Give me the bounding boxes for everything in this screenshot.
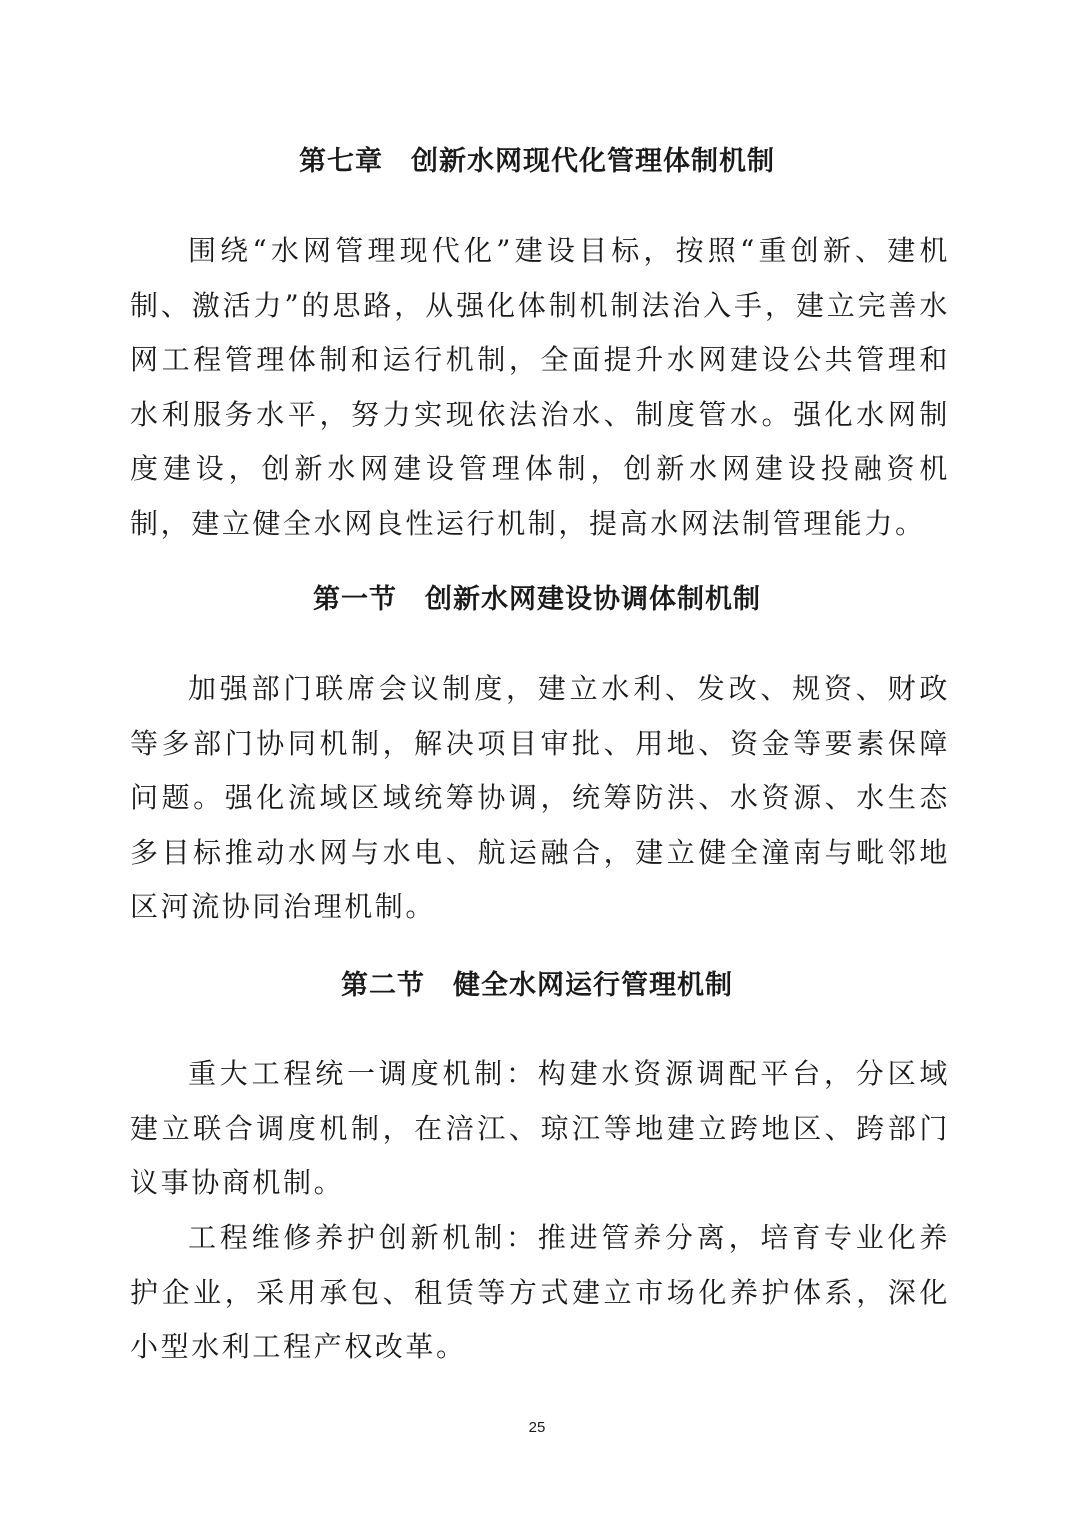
section-1-title: 第一节 创新水网建设协调体制机制 <box>313 584 761 615</box>
section-2-title: 第二节 健全水网运行管理机制 <box>341 970 733 1001</box>
chapter-intro-paragraph: 围绕“水网管理现代化”建设目标，按照“重创新、建机制、激活力”的思路，从强化体制机制法治入手，建立完善水网工程管理体制和运行机制，全面提升水网建设公共管理和水利服务水平，努力实现依法治水、制度管水。强化水网制度建设，创新水网建设管理体制，创新水网建设投融资机制，建立健全水网良性运行机制，提高水网法制管理能力。 <box>130 234 950 540</box>
section-2-paragraph-2: 工程维修养护创新机制：推进管养分离，培育专业化养护企业，采用承包、租赁等方式建立市场化养护体系，深化小型水利工程产权改革。 <box>130 1221 950 1363</box>
section-1-paragraph: 加强部门联席会议制度，建立水利、发改、规资、财政等多部门协同机制，解决项目审批、用地、资金等要素保障问题。强化流域区域统筹协调，统筹防洪、水资源、水生态多目标推动水网与水电、航运融合，建立健全潼南与毗邻地区河流协同治理机制。 <box>130 672 950 923</box>
chapter-title: 第七章 创新水网现代化管理体制机制 <box>299 146 775 177</box>
page-number: 25 <box>528 1419 546 1436</box>
section-2-paragraph-1: 重大工程统一调度机制：构建水资源调配平台，分区域建立联合调度机制，在涪江、琼江等地建立跨地区、跨部门议事协商机制。 <box>130 1057 950 1199</box>
